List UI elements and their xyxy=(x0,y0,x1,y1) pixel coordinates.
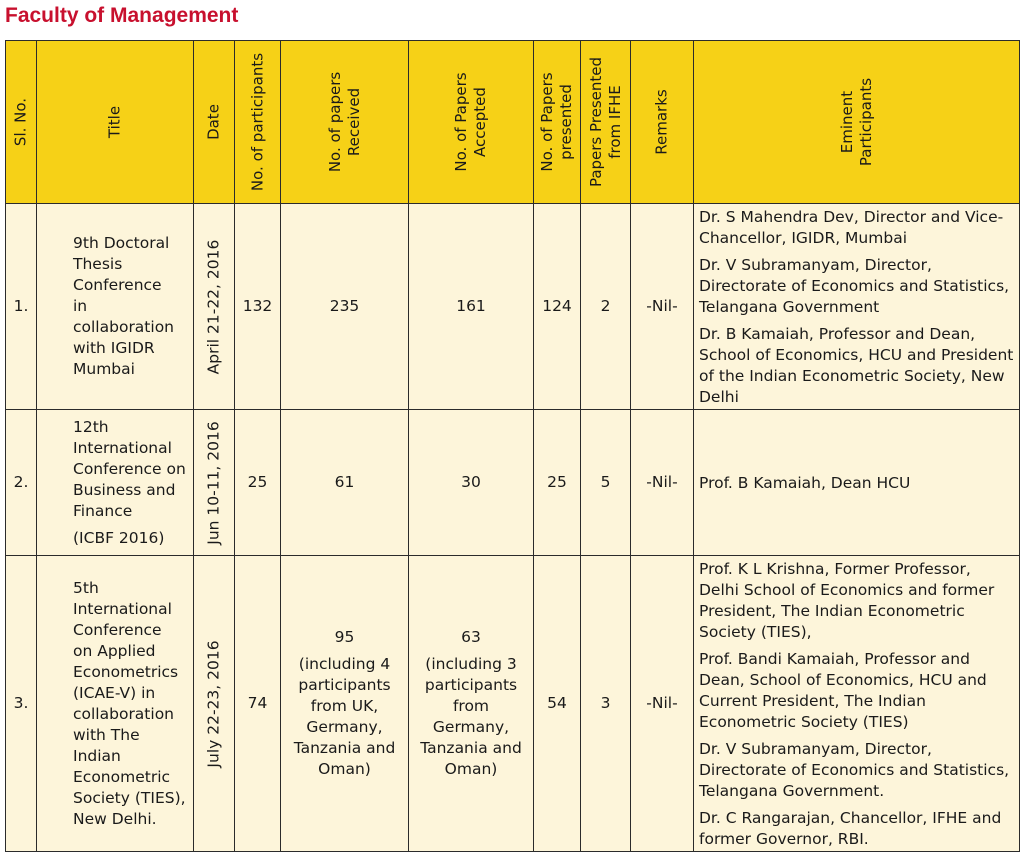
row-eminent-participants: Dr. S Mahendra Dev, Director and Vice-Chancellor, IGIDR, Mumbai Dr. V Subramanyam, Director, Directorate of Economics and Statistics, Telangana Government Dr. B Kamaiah, Professor and Dean, School of Economics, HCU and President of the Indian Econometric Society, New Delhi xyxy=(694,204,1020,410)
row-remarks: -Nil- xyxy=(631,556,694,852)
header-papers-presented: No. of Papers presented xyxy=(534,41,581,204)
header-row xyxy=(6,41,1020,204)
header-participants: No. of participants xyxy=(235,41,281,204)
table-row xyxy=(6,556,1020,852)
conference-table xyxy=(5,40,1020,852)
header-title: Title xyxy=(37,41,194,204)
row-papers-ifhe: 5 xyxy=(581,410,631,556)
row-sl-no: 2. xyxy=(6,410,37,556)
row-title: 5th International Conference on Applied Econometrics (ICAE-V) in collaboration with The Indian Econometric Society (TIES), New Delhi. xyxy=(37,556,194,852)
page-title: Faculty of Management xyxy=(5,4,239,27)
row-participants: 132 xyxy=(235,204,281,410)
row-title: 12th International Conference on Business and Finance (ICBF 2016) xyxy=(37,410,194,556)
row-date: July 22-23, 2016 xyxy=(194,556,235,852)
row-sl-no: 3. xyxy=(6,556,37,852)
row-papers-presented: 25 xyxy=(534,410,581,556)
row-papers-received: 61 xyxy=(281,410,409,556)
table-row xyxy=(6,204,1020,410)
header-date: Date xyxy=(194,41,235,204)
row-papers-accepted: 161 xyxy=(409,204,534,410)
row-papers-ifhe: 2 xyxy=(581,204,631,410)
header-papers-received: No. of papers Received xyxy=(281,41,409,204)
header-papers-ifhe: Papers Presented from IFHE xyxy=(581,41,631,204)
row-participants: 25 xyxy=(235,410,281,556)
row-papers-accepted: 30 xyxy=(409,410,534,556)
row-sl-no: 1. xyxy=(6,204,37,410)
header-sl-no: Sl. No. xyxy=(6,41,37,204)
row-eminent-participants: Prof. B Kamaiah, Dean HCU xyxy=(694,410,1020,556)
row-remarks: -Nil- xyxy=(631,410,694,556)
row-date: April 21-22, 2016 xyxy=(194,204,235,410)
row-title: 9th Doctoral Thesis Conference in collaboration with IGIDR Mumbai xyxy=(37,204,194,410)
row-papers-received: 235 xyxy=(281,204,409,410)
row-date: Jun 10-11, 2016 xyxy=(194,410,235,556)
row-papers-received: 95 (including 4 participants from UK, Germany, Tanzania and Oman) xyxy=(281,556,409,852)
row-participants: 74 xyxy=(235,556,281,852)
header-remarks: Remarks xyxy=(631,41,694,204)
row-papers-presented: 54 xyxy=(534,556,581,852)
row-papers-accepted: 63 (including 3 participants from Germany, Tanzania and Oman) xyxy=(409,556,534,852)
row-remarks: -Nil- xyxy=(631,204,694,410)
row-eminent-participants: Prof. K L Krishna, Former Professor, Delhi School of Economics and former President, The Indian Econometric Society (TIES), Prof. Bandi Kamaiah, Professor and Dean, School of Economics, HCU and Current President, The Indian Econometric Society (TIES) Dr. V Subramanyam, Director, Directorate of Economics and Statistics, Telangana Government. Dr. C Rangarajan, Chancellor, IFHE and former Governor, RBI. xyxy=(694,556,1020,852)
row-papers-ifhe: 3 xyxy=(581,556,631,852)
row-papers-presented: 124 xyxy=(534,204,581,410)
header-eminent-participants: Eminent Participants xyxy=(694,41,1020,204)
header-papers-accepted: No. of Papers Accepted xyxy=(409,41,534,204)
table-row xyxy=(6,410,1020,556)
